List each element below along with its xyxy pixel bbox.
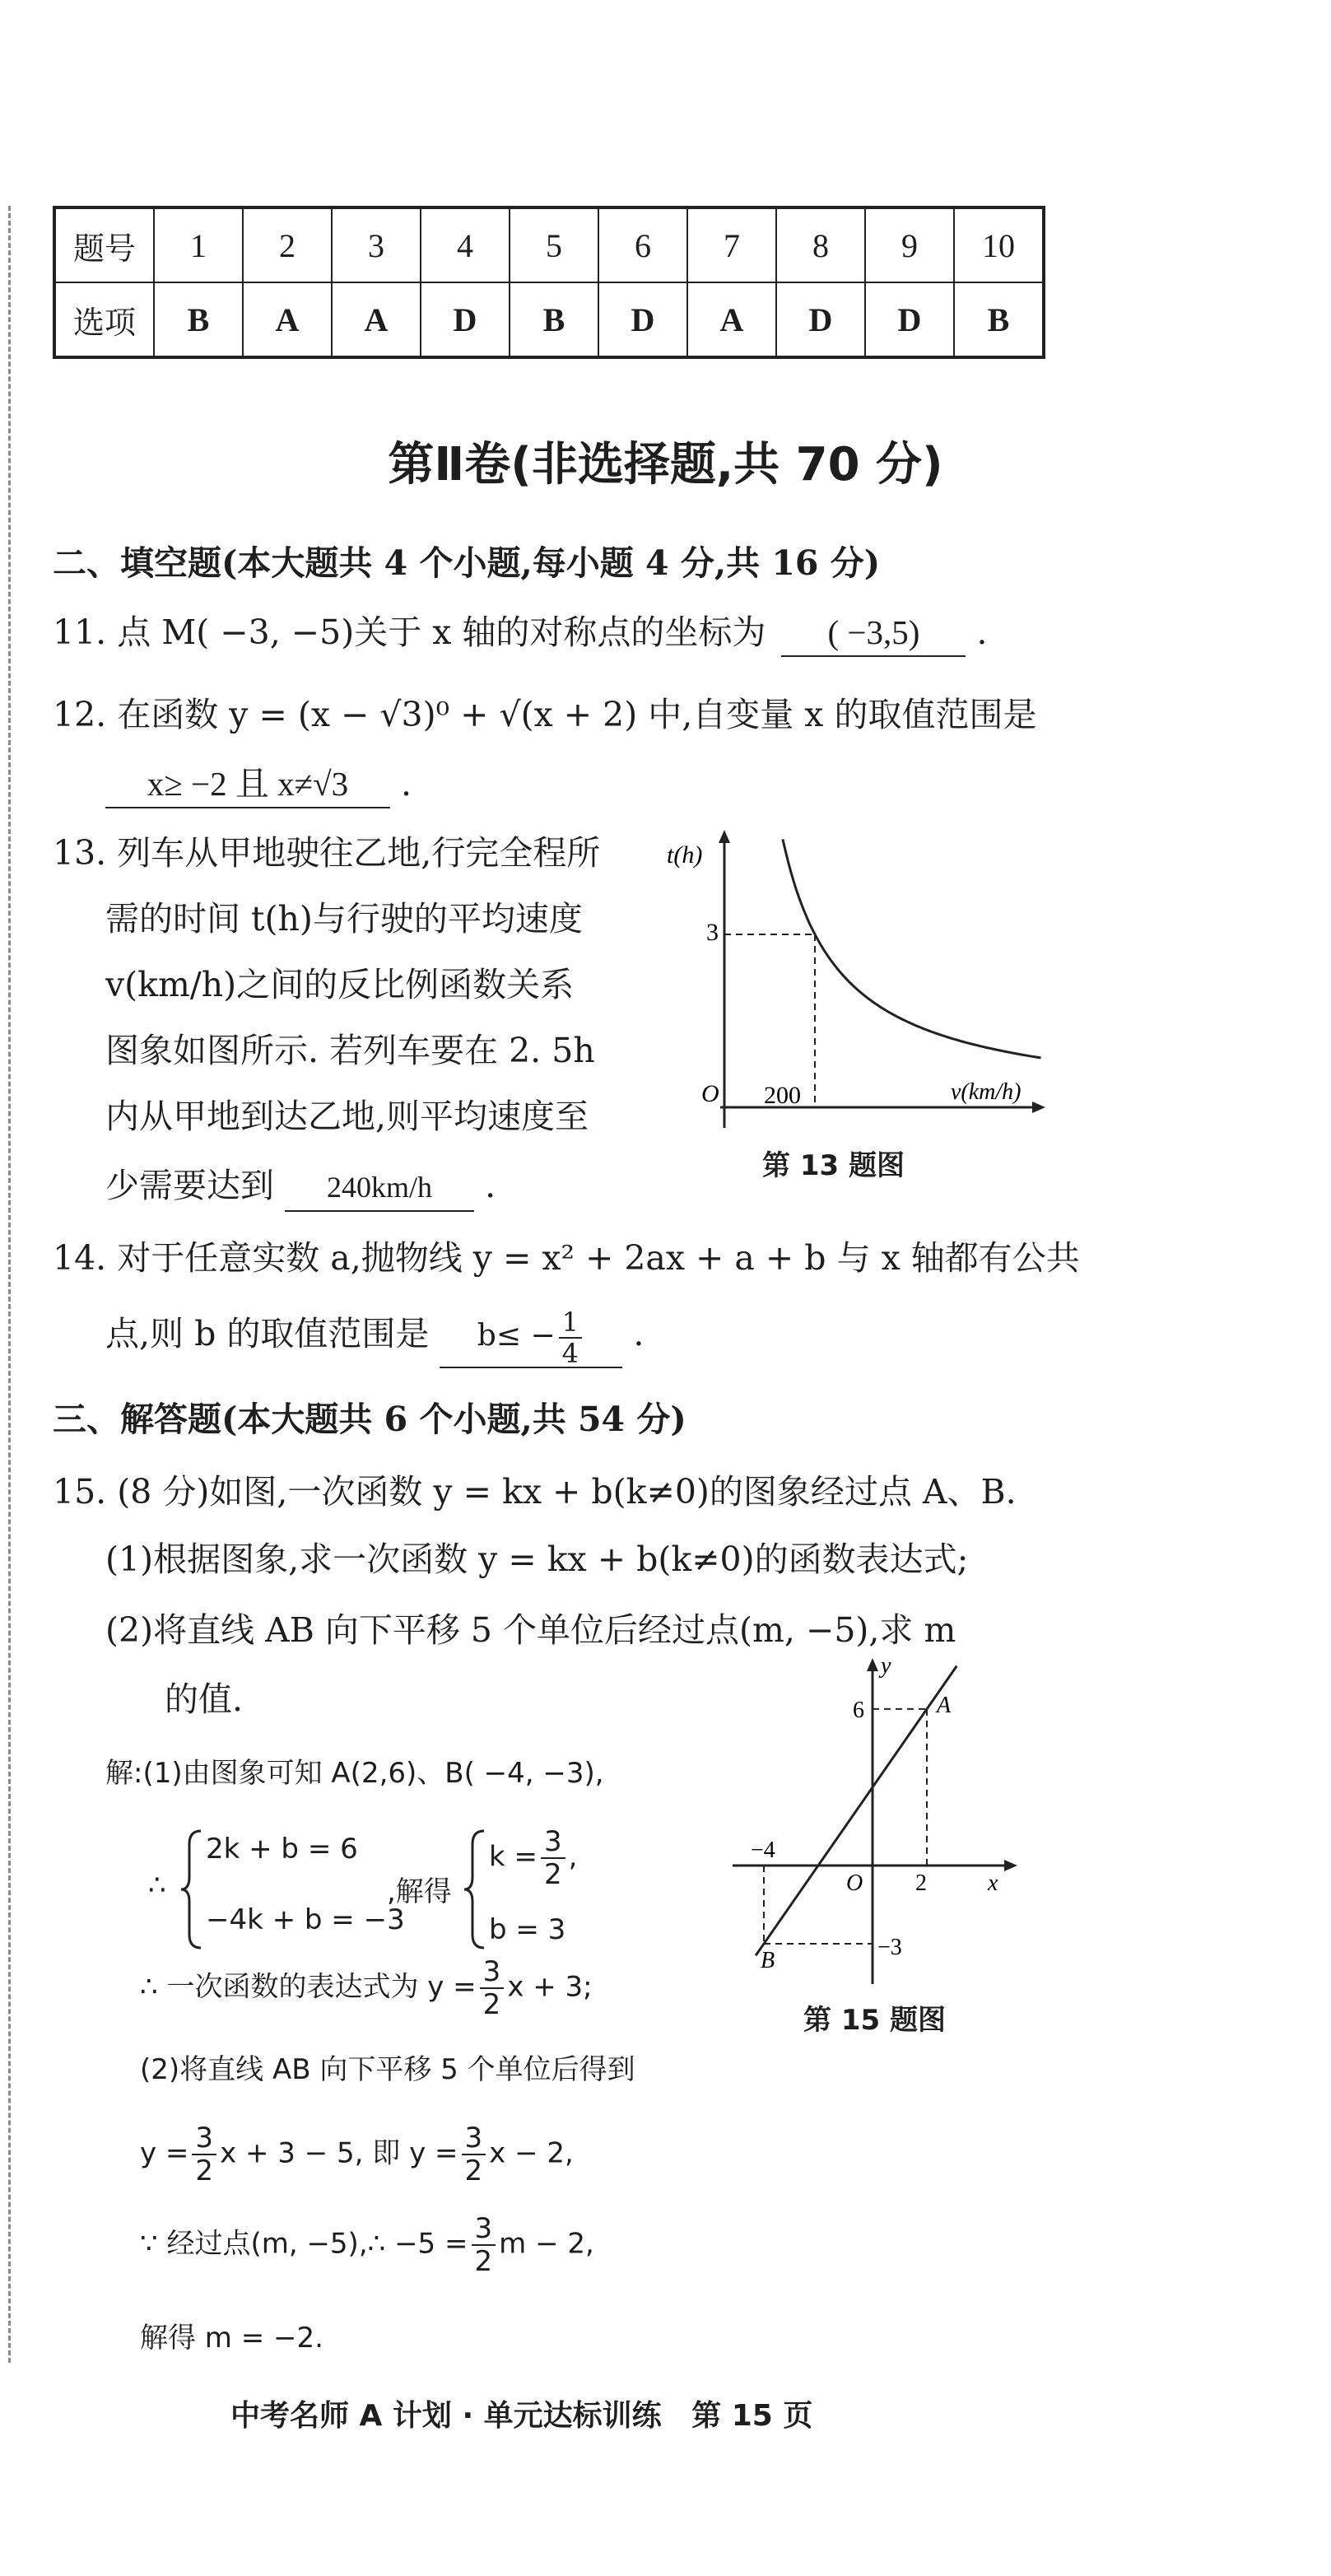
solution-shift-fraction — [192, 2124, 216, 2185]
question-11-text: 11. 点 M( −3, −5)关于 x 轴的对称点的坐标为 — [53, 613, 766, 652]
choice-answer: B — [954, 282, 1044, 357]
figure-15-label-a: A — [937, 1693, 952, 1718]
solution-final: 解得 m = −2. — [140, 2322, 323, 2355]
fraction-numerator: 3 — [541, 1828, 565, 1859]
solution-shift-b: x + 3 − 5, 即 y = — [220, 2136, 458, 2170]
solution-pass-b: m − 2, — [499, 2227, 594, 2261]
solution-k-fraction — [541, 1825, 565, 1891]
solution-b: b = 3 — [489, 1913, 566, 1946]
figure-13-x-label: v(km/h) — [951, 1079, 1022, 1105]
choice-answer: D — [776, 282, 865, 357]
left-brace — [463, 1828, 487, 1951]
question-14-line2: 点,则 b 的取值范围是 b≤ − $\frac{1}{4}$ . — [105, 1307, 645, 1369]
figure-15-tick-neg4: −4 — [751, 1838, 775, 1863]
question-13-last-line: 少需要达到 240km/h . — [105, 1162, 496, 1212]
fraction-denominator: 2 — [544, 1858, 562, 1891]
question-14-text: 点,则 b 的取值范围是 — [105, 1314, 430, 1353]
question-number: 8 — [776, 207, 865, 282]
figure-15-graph — [716, 1647, 1029, 1992]
solve-label: ,解得 — [387, 1875, 452, 1908]
question-13-line: 内从甲地到达乙地,则平均速度至 — [105, 1097, 589, 1136]
fraction-numerator: 3 — [480, 1958, 505, 1989]
solution-shift — [140, 2124, 574, 2185]
figure-15-x-arrow — [1004, 1860, 1017, 1871]
question-14-answer — [440, 1309, 622, 1368]
fraction-denominator: 2 — [474, 2245, 493, 2278]
answer-table — [53, 206, 1045, 359]
fraction-denominator: 4 — [561, 1338, 579, 1369]
figure-15-y-label: y — [881, 1653, 891, 1679]
solution-expression-suffix: x + 3; — [507, 1970, 593, 2004]
choice-answer: D — [598, 282, 687, 357]
figure-15-tick-neg3: −3 — [877, 1935, 902, 1960]
equation-1: 2k + b = 6 — [206, 1833, 358, 1866]
question-13-line: 需的时间 t(h)与行驶的平均速度 — [105, 899, 583, 939]
question-number: 6 — [598, 207, 687, 282]
figure-15-y-arrow — [867, 1658, 878, 1671]
figure-15-label-b: B — [761, 1948, 775, 1973]
choice-answer: A — [243, 282, 332, 357]
footer-title: 中考名师 A 计划 · 单元达标训练 — [230, 2399, 662, 2433]
fraction-numerator: 1 — [559, 1309, 582, 1339]
choice-answer: D — [421, 282, 510, 357]
solution-k-prefix: k = — [489, 1840, 538, 1874]
figure-15-origin: O — [846, 1870, 863, 1896]
figure-13-y-label: t(h) — [667, 841, 703, 869]
question-15-line1: 15. (8 分)如图,一次函数 y = kx + b(k≠0)的图象经过点 A、B. — [53, 1472, 1017, 1512]
choice-row — [54, 282, 1044, 357]
figure-15-tick-2: 2 — [915, 1870, 927, 1896]
fill-in-heading: 二、填空题(本大题共 4 个小题,每小题 4 分,共 16 分) — [53, 543, 881, 583]
equation-2: −4k + b = −3 — [206, 1903, 405, 1936]
footer — [230, 2392, 812, 2434]
question-13-line: v(km/h)之间的反比例函数关系 — [105, 965, 575, 1004]
question-13-line: 图象如图所示. 若列车要在 2. 5h — [105, 1031, 595, 1070]
question-12-answer-line: x≥ −2 且 x≠√3 . — [105, 761, 412, 808]
figure-13-y-tick: 3 — [706, 919, 719, 946]
question-14-answer-fraction — [559, 1309, 582, 1367]
question-number: 3 — [332, 207, 421, 282]
solution-pass-fraction — [472, 2212, 496, 2278]
footer-page-number: 第 15 页 — [691, 2399, 813, 2433]
question-number: 9 — [865, 207, 954, 282]
figure-13-y-arrow — [719, 830, 730, 843]
question-13-line: 少需要达到 — [105, 1166, 274, 1205]
question-11: 11. 点 M( −3, −5)关于 x 轴的对称点的坐标为 ( −3,5) . — [53, 609, 988, 657]
solution-k: k = $\frac{3}{2}$ , — [489, 1825, 578, 1891]
question-12-answer: x≥ −2 且 x≠√3 — [105, 761, 390, 808]
row-header-choice: 选项 — [54, 282, 154, 357]
solution-shift-a: y = — [140, 2136, 189, 2170]
figure-13-x-tick: 200 — [764, 1082, 801, 1109]
question-13-line: 13. 列车从甲地驶往乙地,行完全程所 — [53, 833, 601, 873]
figure-13-caption: 第 13 题图 — [762, 1149, 905, 1182]
solution-pass — [140, 2212, 594, 2278]
fraction-denominator: 2 — [482, 1988, 501, 2021]
figure-13-curve — [783, 839, 1041, 1058]
figure-13-x-arrow — [1032, 1102, 1045, 1113]
fraction-denominator: 2 — [195, 2154, 214, 2187]
solution-expression — [140, 1955, 593, 2021]
solution-part2: (2)将直线 AB 向下平移 5 个单位后得到 — [140, 2053, 635, 2086]
question-15-line3: (2)将直线 AB 向下平移 5 个单位后经过点(m, −5),求 m — [105, 1610, 956, 1650]
section-title: 第Ⅱ卷(非选择题,共 70 分) — [388, 438, 943, 491]
figure-13-graph — [659, 823, 1054, 1177]
solution-expression-fraction — [480, 1955, 505, 2021]
choice-answer: B — [154, 282, 243, 357]
question-11-answer: ( −3,5) — [781, 609, 966, 657]
solution-system — [140, 1825, 634, 1959]
therefore-symbol: ∴ — [148, 1869, 166, 1902]
question-15-line2: (1)根据图象,求一次函数 y = kx + b(k≠0)的函数表达式; — [105, 1540, 969, 1579]
solution-shift-c: x − 2, — [489, 2136, 574, 2170]
binding-margin-dashed-line — [8, 206, 11, 2363]
question-15-line4: 的值. — [165, 1679, 244, 1719]
fraction-denominator: 2 — [464, 2154, 483, 2187]
question-number-row — [54, 207, 1044, 282]
question-number: 2 — [243, 207, 332, 282]
question-number: 7 — [687, 207, 776, 282]
question-14-answer-prefix: b≤ − — [477, 1319, 556, 1353]
solution-shift-fraction — [462, 2124, 486, 2185]
choice-answer: B — [510, 282, 598, 357]
question-12-text: 12. 在函数 y = (x − √3)⁰ + √(x + 2) 中,自变量 x 的取值范围是 — [53, 695, 1037, 734]
solve-heading: 三、解答题(本大题共 6 个小题,共 54 分) — [53, 1400, 686, 1439]
question-number: 10 — [954, 207, 1044, 282]
question-13-answer: 240km/h — [285, 1164, 474, 1212]
fraction-numerator: 3 — [462, 2124, 486, 2155]
row-header-number: 题号 — [54, 207, 154, 282]
solution-line1: 解:(1)由图象可知 A(2,6)、B( −4, −3), — [105, 1757, 604, 1790]
choice-answer: A — [687, 282, 776, 357]
choice-answer: A — [332, 282, 421, 357]
fraction-numerator: 3 — [472, 2215, 496, 2246]
solution-expression-prefix: ∴ 一次函数的表达式为 y = — [140, 1970, 477, 2004]
question-number: 5 — [510, 207, 598, 282]
solution-pass-a: ∵ 经过点(m, −5),∴ −5 = — [140, 2227, 468, 2261]
choice-answer: D — [865, 282, 954, 357]
question-14-line1: 14. 对于任意实数 a,抛物线 y = x² + 2ax + a + b 与 x 轴都有公共 — [53, 1238, 1080, 1278]
fraction-numerator: 3 — [192, 2124, 216, 2155]
left-brace — [179, 1828, 204, 1951]
question-number: 4 — [421, 207, 510, 282]
figure-15-tick-6: 6 — [853, 1698, 864, 1723]
figure-15-x-label: x — [988, 1870, 998, 1896]
question-number: 1 — [154, 207, 243, 282]
figure-15-caption: 第 15 题图 — [803, 2004, 946, 2037]
figure-13-origin: O — [701, 1080, 719, 1107]
